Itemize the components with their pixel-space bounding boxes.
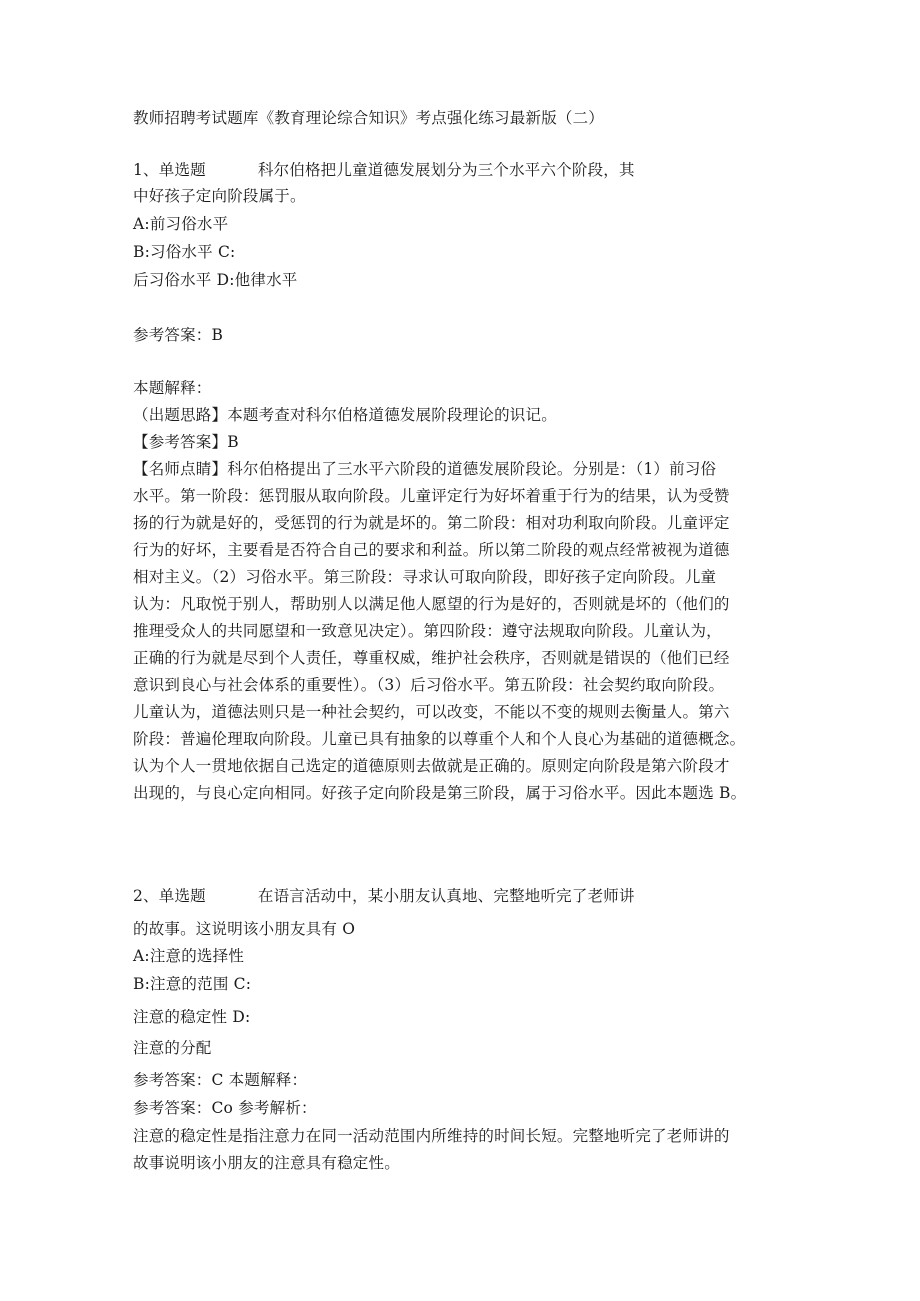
- question-1-header: 1、单选题: [133, 161, 206, 179]
- question-1-analysis-line: 推理受众人的共同愿望和一致意见决定）。第四阶段：遵守法规取向阶段。儿童认为，: [133, 622, 722, 640]
- question-1-analysis-line: 认为：凡取悦于别人，帮助别人以满足他人愿望的行为是好的，否则就是坏的（他们的: [133, 595, 730, 613]
- question-1-analysis-line: 儿童认为，道德法则只是一种社会契约，可以改变，不能以不变的规则去衡量人。第六: [133, 703, 730, 721]
- question-2-option-a: A:注意的选择性: [133, 947, 245, 965]
- question-1-analysis-line: 相对主义。（2）习俗水平。第三阶段：寻求认可取向阶段，即好孩子定向阶段。儿童: [133, 568, 717, 586]
- question-1-answer: 参考答案：B: [133, 326, 224, 344]
- question-1-stem-line-2: 中好孩子定向阶段属于。: [133, 187, 306, 205]
- question-1-analysis-line: 水平。第一阶段：惩罚服从取向阶段。儿童评定行为好坏着重于行为的结果，认为受赞: [133, 487, 730, 505]
- question-1-explain-label: 本题解释：: [133, 379, 212, 397]
- question-2-stem-line-1: 在语言活动中，某小朋友认真地、完整地听完了老师讲: [257, 887, 635, 905]
- question-1-analysis-line: 出现的，与良心定向相同。好孩子定向阶段是第三阶段，属于习俗水平。因此本题选 B。: [133, 784, 747, 802]
- question-1-analysis-line: 阶段：普遍伦理取向阶段。儿童已具有抽象的以尊重个人和个人良心为基础的道德概念。: [133, 730, 746, 748]
- question-2-answer-detail: 参考答案：Co 参考解析：: [133, 1099, 317, 1117]
- question-2-analysis-line: 故事说明该小朋友的注意具有稳定性。: [133, 1154, 400, 1172]
- question-2-header: 2、单选题: [133, 887, 206, 905]
- question-1-option-b: B:习俗水平 C:: [133, 243, 236, 261]
- question-2-stem: [133, 886, 635, 906]
- document-title: 教师招聘考试题库《教育理论综合知识》考点强化练习最新版（二）: [133, 109, 605, 127]
- question-1-analysis-line: 意识到良心与社会体系的重要性）。（3）后习俗水平。第五阶段：社会契约取向阶段。: [133, 676, 725, 694]
- question-1-analysis-line: 行为的好坏，主要看是否符合自己的要求和利益。所以第二阶段的观点经常被视为道德: [133, 541, 730, 559]
- question-1-stem-line-1: 科尔伯格把儿童道德发展划分为三个水平六个阶段，其: [257, 161, 635, 179]
- question-1-analysis-line: 认为个人一贯地依据自己选定的道德原则去做就是正确的。原则定向阶段是第六阶段才: [133, 757, 730, 775]
- question-1-analysis-line: 正确的行为就是尽到个人责任，尊重权威，维护社会秩序，否则就是错误的（他们已经: [133, 649, 730, 667]
- question-1-option-a: A:前习俗水平: [133, 215, 229, 233]
- question-1-idea: （出题思路】本题考查对科尔伯格道德发展阶段理论的识记。: [133, 406, 557, 424]
- question-2-option-c: 注意的稳定性 D:: [133, 1008, 251, 1026]
- question-2-option-b: B:注意的范围 C:: [133, 975, 252, 993]
- question-1-analysis-line: 【名师点睛】科尔伯格提出了三水平六阶段的道德发展阶段论。分别是：（1）前习俗: [133, 460, 717, 478]
- question-2-answer: 参考答案：C 本题解释：: [133, 1071, 308, 1089]
- question-2-stem-line-2: 的故事。这说明该小朋友具有 O: [133, 920, 356, 938]
- question-1-stem: [133, 160, 635, 180]
- question-2-option-d: 注意的分配: [133, 1039, 212, 1057]
- question-1-ref-answer: 【参考答案】B: [133, 433, 239, 451]
- question-1-option-c-d: 后习俗水平 D:他律水平: [133, 271, 298, 289]
- question-1-analysis-line: 扬的行为就是好的，受惩罚的行为就是坏的。第二阶段：相对功利取向阶段。儿童评定: [133, 514, 730, 532]
- question-2-analysis-line: 注意的稳定性是指注意力在同一活动范围内所维持的时间长短。完整地听完了老师讲的: [133, 1127, 730, 1145]
